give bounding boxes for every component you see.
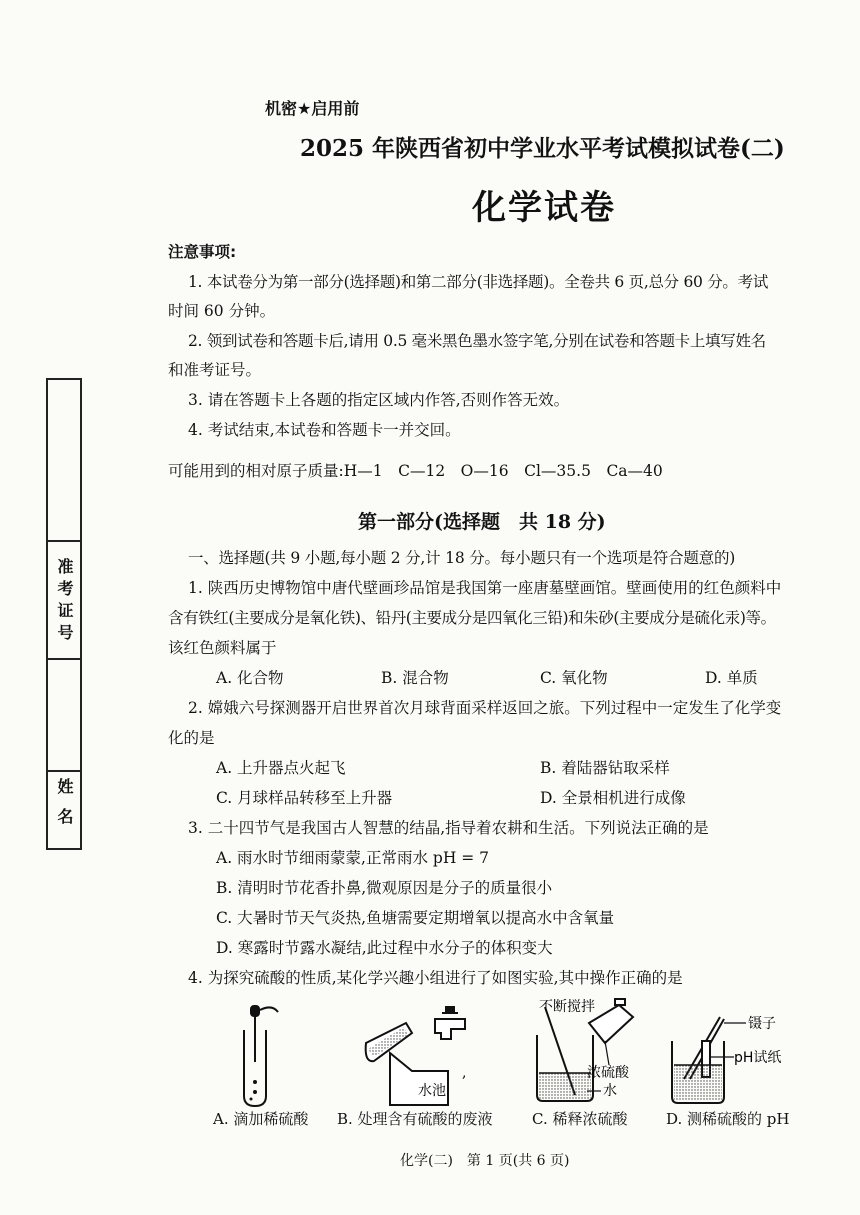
figure-a-caption: A. 滴加稀硫酸 <box>213 1110 309 1128</box>
q2-option-b: B. 着陆器钻取采样 <box>540 759 670 777</box>
q2-option-c: C. 月球样品转移至上升器 <box>216 789 393 807</box>
stir-label: 不断搅拌 <box>539 999 595 1015</box>
sink-label: 水池 <box>418 1083 446 1099</box>
notice-item-4: 4. 考试结束,本试卷和答题卡一并交回。 <box>188 421 461 439</box>
q1-stem-2: 含有铁红(主要成分是氧化铁)、铅丹(主要成分是四氧化三铅)和朱砂(主要成分是硫化汞)等。 <box>168 609 776 627</box>
svg-text:,: , <box>462 1065 467 1081</box>
q3-stem: 3. 二十四节气是我国古人智慧的结晶,指导着农耕和生活。下列说法正确的是 <box>188 819 709 837</box>
water-label: 水 <box>603 1083 617 1099</box>
notice-item-3: 3. 请在答题卡上各题的指定区域内作答,否则作答无效。 <box>188 391 570 409</box>
q1-option-b: B. 混合物 <box>381 669 449 687</box>
figure-a-dropper-test-tube <box>230 1000 290 1110</box>
q3-option-c: C. 大暑时节天气炎热,鱼塘需要定期增氧以提高水中含氧量 <box>216 909 615 927</box>
figure-d-ph-test <box>664 1005 814 1105</box>
candidate-info-box <box>46 378 82 850</box>
notice-item-2: 2. 领到试卷和答题卡后,请用 0.5 毫米黑色墨水签字笔,分别在试卷和答题卡上填写姓名 <box>188 332 766 350</box>
figure-b-waste-disposal <box>360 1005 490 1110</box>
exam-id-label: 准考证号 <box>55 558 74 646</box>
q2-option-d: D. 全景相机进行成像 <box>540 789 686 807</box>
figure-b-caption: B. 处理含有硫酸的废液 <box>337 1110 493 1128</box>
subject-title: 化学试卷 <box>472 188 616 228</box>
q2-stem: 2. 嫦娥六号探测器开启世界首次月球背面采样返回之旅。下列过程中一定发生了化学变 <box>188 699 782 717</box>
q2-option-a: A. 上升器点火起飞 <box>216 759 346 777</box>
notice-heading: 注意事项: <box>168 243 237 261</box>
notice-item-1: 1. 本试卷分为第一部分(选择题)和第二部分(非选择题)。全卷共 6 页,总分 60 分。考试 <box>188 273 769 291</box>
q1-stem: 1. 陕西历史博物馆中唐代壁画珍品馆是我国第一座唐墓壁画馆。壁画使用的红色颜料中 <box>188 579 782 597</box>
exam-title: 2025 年陕西省初中学业水平考试模拟试卷(二) <box>300 135 785 162</box>
part1-title: 第一部分(选择题 共 18 分) <box>358 511 606 533</box>
ph-paper-label: pH试纸 <box>734 1050 782 1066</box>
name-label: 姓名 <box>55 778 74 838</box>
tweezers-label: 镊子 <box>748 1016 776 1032</box>
confidential-mark: 机密★启用前 <box>265 99 360 118</box>
figure-c-caption: C. 稀释浓硫酸 <box>532 1110 628 1128</box>
q4-stem: 4. 为探究硫酸的性质,某化学兴趣小组进行了如图实验,其中操作正确的是 <box>188 969 683 987</box>
q1-stem-3: 该红色颜料属于 <box>168 639 277 657</box>
q1-option-a: A. 化合物 <box>216 669 284 687</box>
q1-option-c: C. 氧化物 <box>540 669 608 687</box>
q3-option-a: A. 雨水时节细雨蒙蒙,正常雨水 pH = 7 <box>216 849 490 867</box>
atomic-masses: 可能用到的相对原子质量:H—1 C—12 O—16 Cl—35.5 Ca—40 <box>168 462 663 480</box>
notice-item-1-cont: 时间 60 分钟。 <box>168 302 276 320</box>
section-intro: 一、选择题(共 9 小题,每小题 2 分,计 18 分。每小题只有一个选项是符合题意的) <box>188 549 736 567</box>
q2-stem-2: 化的是 <box>168 729 215 747</box>
page-footer: 化学(二) 第 1 页(共 6 页) <box>400 1153 570 1169</box>
conc-acid-label: 浓硫酸 <box>587 1065 629 1081</box>
q3-option-b: B. 清明时节花香扑鼻,微观原因是分子的质量很小 <box>216 879 553 897</box>
figure-c-dilution <box>515 995 655 1105</box>
notice-section <box>168 240 830 440</box>
notice-item-2-cont: 和准考证号。 <box>168 361 262 379</box>
q3-option-d: D. 寒露时节露水凝结,此过程中水分子的体积变大 <box>216 939 553 957</box>
figure-d-caption: D. 测稀硫酸的 pH <box>666 1110 790 1128</box>
q1-option-d: D. 单质 <box>705 669 758 687</box>
